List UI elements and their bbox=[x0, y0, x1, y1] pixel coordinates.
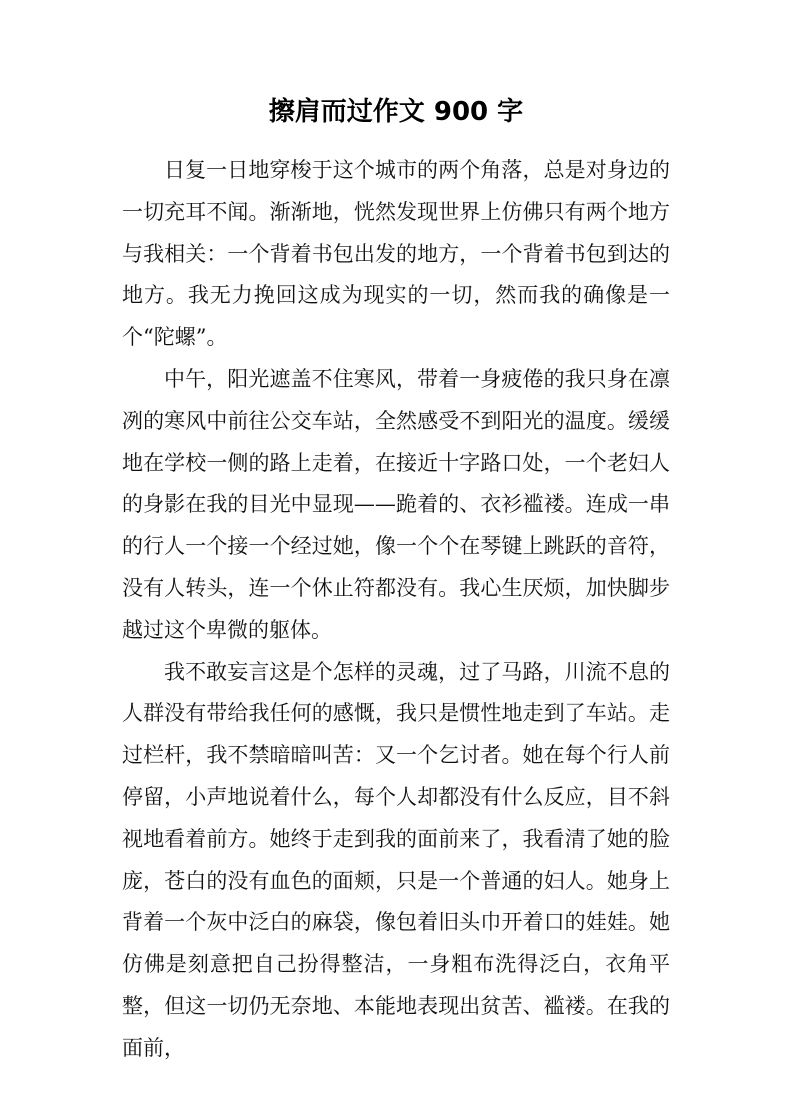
document-body bbox=[122, 150, 670, 1070]
paragraph-2: 中午，阳光遮盖不住寒风，带着一身疲倦的我只身在凛冽的寒风中前往公交车站，全然感受不到阳光的温度。缓缓地在学校一侧的路上走着，在接近十字路口处，一个老妇人的身影在我的目光中显现——跪着的、衣衫褴褛。连成一串的行人一个接一个经过她，像一个个在琴键上跳跃的音符，没有人转头，连一个休止符都没有。我心生厌烦，加快脚步越过这个卑微的躯体。 bbox=[122, 366, 670, 642]
document-title: 擦肩而过作文 900 字 bbox=[268, 97, 524, 127]
paragraph-3: 我不敢妄言这是个怎样的灵魂，过了马路，川流不息的人群没有带给我任何的感慨，我只是惯性地走到了车站。走过栏杆，我不禁暗暗叫苦：又一个乞讨者。她在每个行人前停留，小声地说着什么，每个人却都没有什么反应，目不斜视地看着前方。她终于走到我的面前来了，我看清了她的脸庞，苍白的没有血色的面颊，只是一个普通的妇人。她身上背着一个灰中泛白的麻袋，像包着旧头巾开着口的娃娃。她仿佛是刻意把自己扮得整洁，一身粗布洗得泛白，衣角平整，但这一切仍无奈地、本能地表现出贫苦、褴褛。在我的面前， bbox=[122, 659, 670, 1060]
paragraph-1: 日复一日地穿梭于这个城市的两个角落，总是对身边的一切充耳不闻。渐渐地，恍然发现世界上仿佛只有两个地方与我相关：一个背着书包出发的地方，一个背着书包到达的地方。我无力挽回这成为现实的一切，然而我的确像是一个“陀螺”。 bbox=[122, 158, 670, 350]
